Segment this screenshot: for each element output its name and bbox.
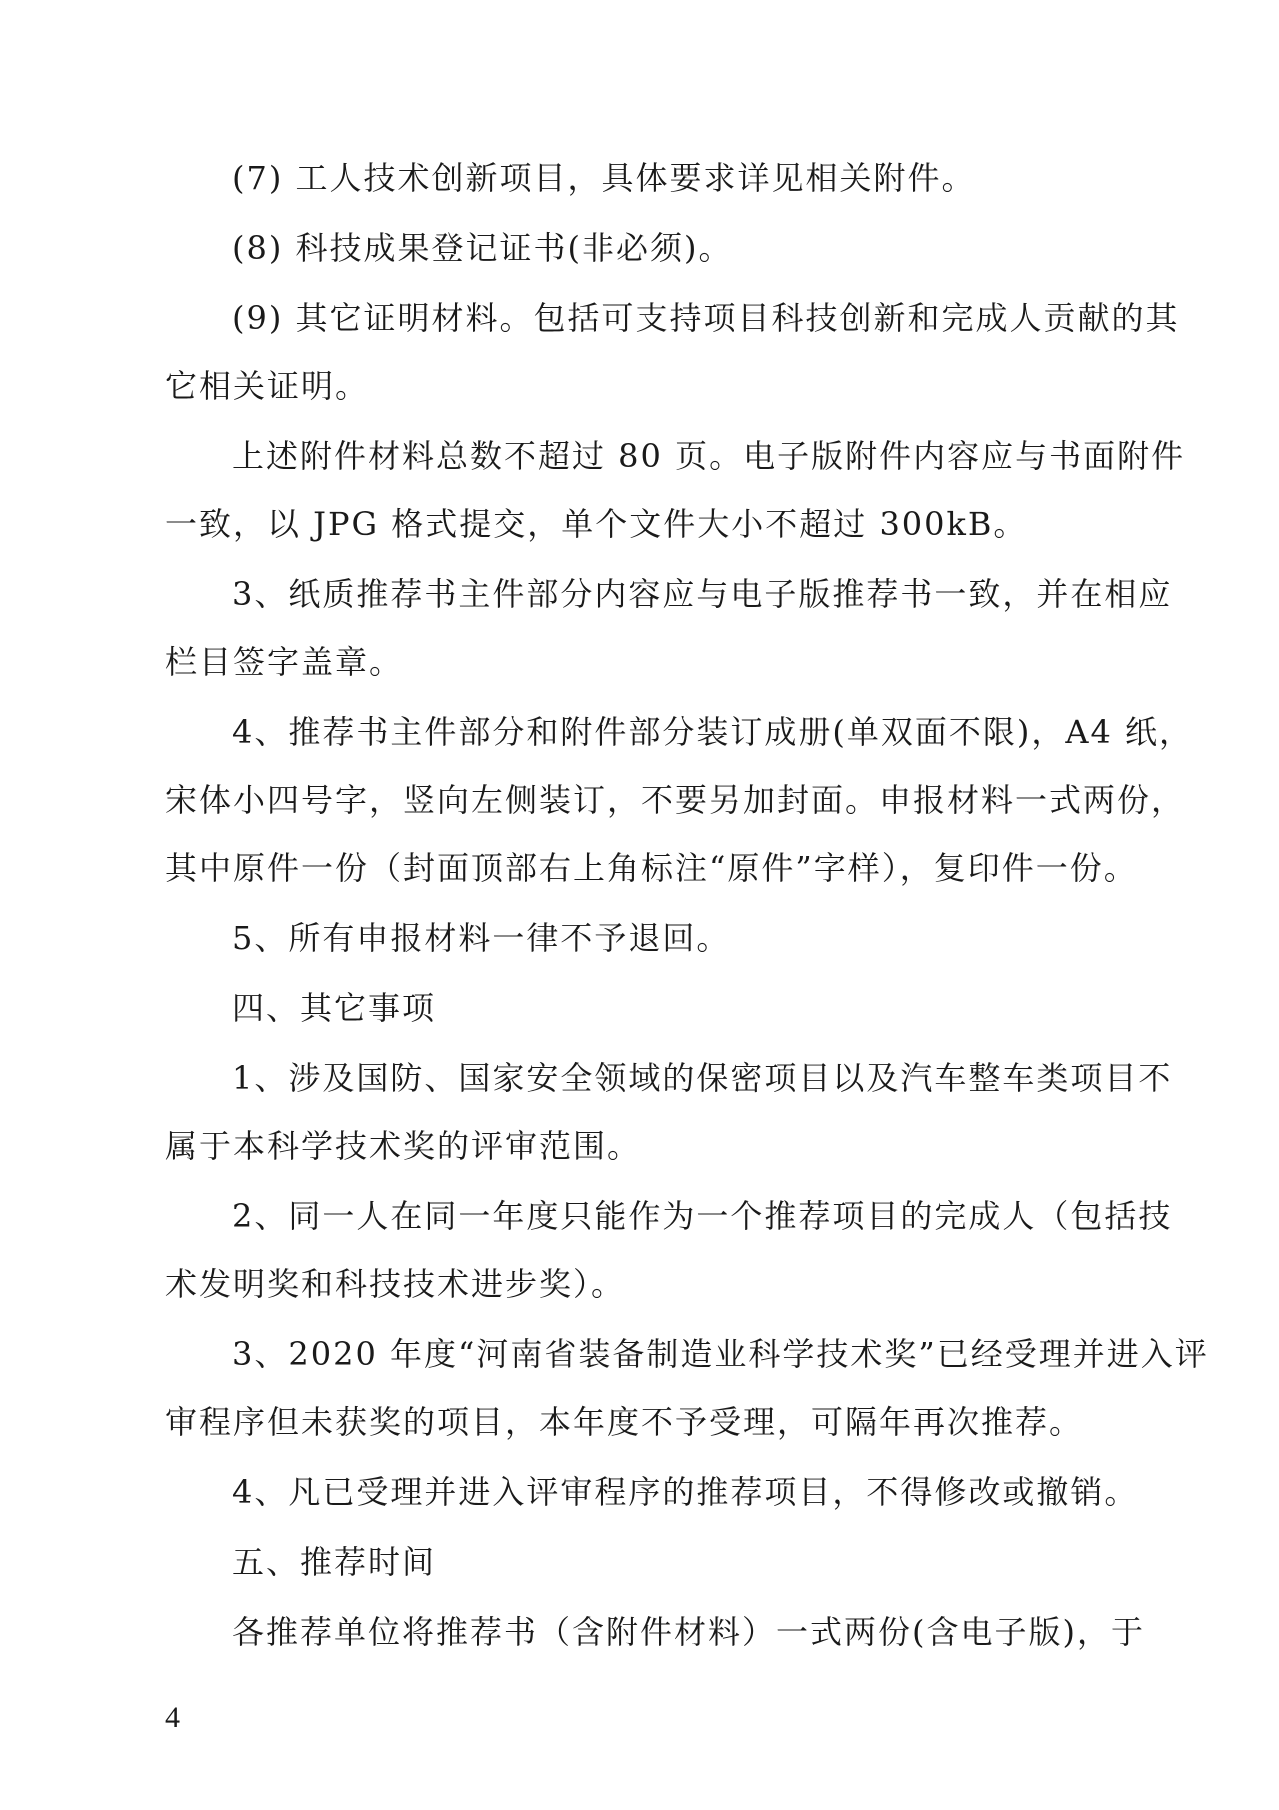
section-heading: 五、推荐时间 <box>232 1543 437 1581</box>
body-line: 4、凡已受理并进入评审程序的推荐项目，不得修改或撤销。 <box>232 1473 1139 1511</box>
body-line: (7) 工人技术创新项目，具体要求详见相关附件。 <box>232 159 976 197</box>
body-line: 各推荐单位将推荐书（含附件材料）一式两份(含电子版)，于 <box>232 1613 1145 1651</box>
body-line: 宋体小四号字，竖向左侧装订，不要另加封面。申报材料一式两份， <box>165 781 1186 819</box>
body-line: (8) 科技成果登记证书(非必须)。 <box>232 229 733 267</box>
body-line: 它相关证明。 <box>165 367 370 405</box>
body-line: 3、2020 年度“河南省装备制造业科学技术奖”已经受理并进入评 <box>232 1335 1209 1373</box>
page-number: 4 <box>165 1701 180 1734</box>
body-line: 栏目签字盖章。 <box>165 643 404 681</box>
body-line: 审程序但未获奖的项目，本年度不予受理，可隔年再次推荐。 <box>165 1403 1084 1441</box>
body-line: 一致，以 JPG 格式提交，单个文件大小不超过 300kB。 <box>165 505 1028 543</box>
body-line: 3、纸质推荐书主件部分内容应与电子版推荐书一致，并在相应 <box>232 575 1173 613</box>
body-line: 5、所有申报材料一律不予退回。 <box>232 919 731 957</box>
body-line: 属于本科学技术奖的评审范围。 <box>165 1127 642 1165</box>
body-line: 2、同一人在同一年度只能作为一个推荐项目的完成人（包括技 <box>232 1197 1173 1235</box>
section-heading: 四、其它事项 <box>232 989 437 1027</box>
body-line: 4、推荐书主件部分和附件部分装订成册(单双面不限)，A4 纸， <box>232 713 1193 751</box>
body-line: 上述附件材料总数不超过 80 页。电子版附件内容应与书面附件 <box>232 437 1186 475</box>
body-line: 其中原件一份（封面顶部右上角标注“原件”字样），复印件一份。 <box>165 849 1138 887</box>
body-line: (9) 其它证明材料。包括可支持项目科技创新和完成人贡献的其 <box>232 299 1180 337</box>
body-line: 1、涉及国防、国家安全领域的保密项目以及汽车整车类项目不 <box>232 1059 1173 1097</box>
body-line: 术发明奖和科技技术进步奖）。 <box>165 1265 626 1303</box>
